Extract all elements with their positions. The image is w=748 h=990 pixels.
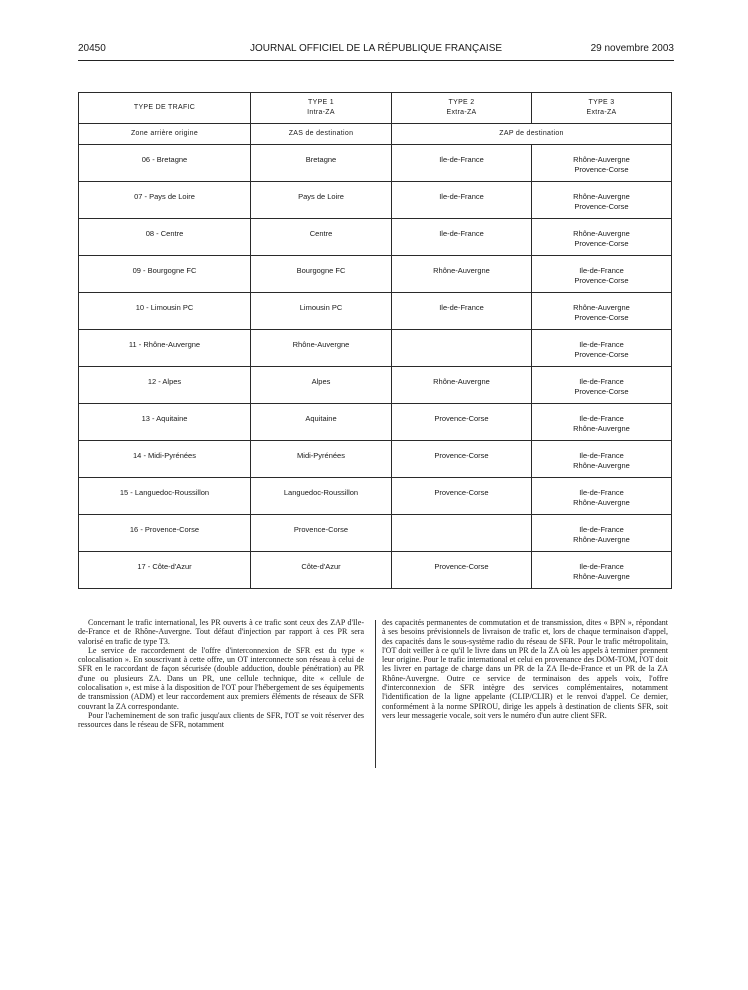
type-3-destination-line: Ile-de-France [579, 377, 624, 386]
type-3-destination-line: Ile-de-France [579, 562, 624, 571]
type-2-destination-cell: Ile-de-France [392, 219, 532, 256]
table-row [79, 145, 672, 182]
type-1-destination-cell: Aquitaine [251, 404, 392, 441]
body-text-right-column [382, 618, 668, 720]
type-3-destination-cell [532, 552, 672, 589]
table-row [79, 182, 672, 219]
subheader-zas-destination: ZAS de destination [251, 124, 392, 145]
type-2-destination-cell: Provence-Corse [392, 441, 532, 478]
header-type-2-title: TYPE 2 [448, 99, 475, 106]
type-3-destination-line: Provence-Corse [574, 276, 629, 285]
header-type-3-title: TYPE 3 [588, 99, 615, 106]
origin-zone-cell: 08 - Centre [79, 219, 251, 256]
table-subheader-row [79, 124, 672, 145]
paragraph: Concernant le trafic international, les PR ouverts à ce trafic sont ceux des ZAP d'Ile-de-France et de Rhône-Auvergne. Tout défaut d'injection par rapport à ces PR sera valorisé en trafic de type T3. [78, 618, 364, 646]
table-row [79, 256, 672, 293]
type-3-destination-cell [532, 367, 672, 404]
origin-zone-cell: 15 - Languedoc-Roussillon [79, 478, 251, 515]
header-type-1-title: TYPE 1 [308, 99, 334, 106]
type-3-destination-line: Ile-de-France [579, 525, 624, 534]
type-3-destination-line: Ile-de-France [579, 340, 624, 349]
table-header-row [79, 93, 672, 124]
origin-zone-cell: 09 - Bourgogne FC [79, 256, 251, 293]
paragraph: Le service de raccordement de l'offre d'interconnexion de SFR est du type « colocalisation ». En souscrivant à cette offre, un OT interconnecte son réseau à celui de SFR en le raccordant de façon sécurisée (double adduction, double pénétration) au PR d'une ou plusieurs ZA. Dans un PR, une cellule technique, dite « cellule de colocalisation », est mise à la disposition de l'OT pour l'hébergement de ses équipements de transmission (ADM) et leur raccordement aux premiers éléments de réseaux de SFR couvrant la ZA correspondante. [78, 645, 364, 711]
type-1-destination-cell: Bretagne [251, 145, 392, 182]
type-2-destination-cell [392, 330, 532, 367]
type-3-destination-line: Ile-de-France [579, 488, 624, 497]
paragraph: Pour l'acheminement de son trafic jusqu'aux clients de SFR, l'OT se voit réserver des ressources dans le réseau de SFR, notamment [78, 710, 364, 730]
publication-date: 29 novembre 2003 [590, 43, 674, 54]
type-3-destination-line: Provence-Corse [574, 313, 629, 322]
subheader-zap-destination: ZAP de destination [392, 124, 672, 145]
header-traffic-type: TYPE DE TRAFIC [79, 93, 251, 124]
type-3-destination-line: Rhône-Auvergne [573, 535, 630, 544]
type-1-destination-cell: Rhône-Auvergne [251, 330, 392, 367]
type-3-destination-line: Rhône-Auvergne [573, 498, 630, 507]
header-type-2-sub: Extra-ZA [446, 109, 477, 116]
origin-zone-cell: 10 - Limousin PC [79, 293, 251, 330]
subheader-origin-zone: Zone arrière origine [79, 124, 251, 145]
type-3-destination-line: Rhône-Auvergne [573, 461, 630, 470]
type-1-destination-cell: Limousin PC [251, 293, 392, 330]
type-1-destination-cell: Alpes [251, 367, 392, 404]
type-1-destination-cell: Provence-Corse [251, 515, 392, 552]
type-3-destination-line: Provence-Corse [574, 387, 629, 396]
type-3-destination-cell [532, 441, 672, 478]
type-2-destination-cell: Ile-de-France [392, 293, 532, 330]
type-3-destination-line: Rhône-Auvergne [573, 303, 630, 312]
type-2-destination-cell: Ile-de-France [392, 145, 532, 182]
type-3-destination-cell [532, 145, 672, 182]
table-row [79, 478, 672, 515]
page-header [78, 40, 674, 60]
header-type-3 [532, 93, 672, 124]
type-3-destination-cell [532, 515, 672, 552]
type-3-destination-line: Provence-Corse [574, 165, 629, 174]
type-3-destination-line: Ile-de-France [579, 266, 624, 275]
table-row [79, 552, 672, 589]
type-1-destination-cell: Côte-d'Azur [251, 552, 392, 589]
type-3-destination-line: Rhône-Auvergne [573, 424, 630, 433]
origin-zone-cell: 17 - Côte-d'Azur [79, 552, 251, 589]
type-2-destination-cell: Rhône-Auvergne [392, 256, 532, 293]
type-3-destination-line: Provence-Corse [574, 202, 629, 211]
type-1-destination-cell: Midi-Pyrénées [251, 441, 392, 478]
type-3-destination-line: Ile-de-France [579, 414, 624, 423]
table-row [79, 515, 672, 552]
type-3-destination-cell [532, 219, 672, 256]
header-type-1 [251, 93, 392, 124]
origin-zone-cell: 16 - Provence-Corse [79, 515, 251, 552]
type-3-destination-line: Rhône-Auvergne [573, 229, 630, 238]
type-1-destination-cell: Languedoc-Roussillon [251, 478, 392, 515]
table-row [79, 330, 672, 367]
header-type-1-sub: Intra-ZA [307, 109, 335, 116]
type-3-destination-line: Provence-Corse [574, 239, 629, 248]
header-divider [78, 60, 674, 61]
type-3-destination-line: Rhône-Auvergne [573, 155, 630, 164]
type-1-destination-cell: Pays de Loire [251, 182, 392, 219]
type-3-destination-line: Provence-Corse [574, 350, 629, 359]
traffic-zone-table [78, 92, 672, 589]
origin-zone-cell: 13 - Aquitaine [79, 404, 251, 441]
journal-title: JOURNAL OFFICIEL DE LA RÉPUBLIQUE FRANÇAISE [249, 43, 503, 54]
table-row [79, 441, 672, 478]
header-type-3-sub: Extra-ZA [586, 109, 617, 116]
type-3-destination-cell [532, 330, 672, 367]
type-3-destination-cell [532, 182, 672, 219]
type-3-destination-line: Ile-de-France [579, 451, 624, 460]
type-1-destination-cell: Centre [251, 219, 392, 256]
origin-zone-cell: 11 - Rhône-Auvergne [79, 330, 251, 367]
table-row [79, 404, 672, 441]
type-3-destination-line: Rhône-Auvergne [573, 192, 630, 201]
type-2-destination-cell: Provence-Corse [392, 478, 532, 515]
type-2-destination-cell: Provence-Corse [392, 552, 532, 589]
type-3-destination-cell [532, 293, 672, 330]
body-text-left-column [78, 618, 364, 730]
paragraph: des capacités permanentes de commutation et de transmission, dites « BPN », répondant à ses besoins prévisionnels de livraison de trafic et, lors de chaque terminaison d'appel, des capacités dans le sous-système radio du réseau de SFR. Pour le trafic métropolitain, l'OT doit veiller à ce qu'il le livre dans un PR de la ZA où les appels à terminer prennent leur origine. Pour le trafic international et celui en provenance des DOM-TOM, l'OT doit les livrer en partage de charge dans un PR de la ZA Ile-de-France et un PR de la ZA Rhône-Auvergne. Outre ce service de terminaison des appels voix, l'offre d'interconnexion de SFR intègre des services complémentaires, notamment l'identification de la ligne appelante (CLIP/CLIR) et le renvoi d'appel. Ce dernier, conformément à la norme SPIROU, dirige les appels à destination de clients SFR, soit vers leur messagerie vocale, soit vers le numéro d'un autre client SFR. [382, 618, 668, 720]
type-3-destination-cell [532, 256, 672, 293]
table-row [79, 367, 672, 404]
type-3-destination-cell [532, 478, 672, 515]
type-2-destination-cell: Provence-Corse [392, 404, 532, 441]
table-row [79, 293, 672, 330]
header-type-2 [392, 93, 532, 124]
origin-zone-cell: 14 - Midi-Pyrénées [79, 441, 251, 478]
column-divider [375, 620, 376, 768]
table-row [79, 219, 672, 256]
type-2-destination-cell: Ile-de-France [392, 182, 532, 219]
origin-zone-cell: 07 - Pays de Loire [79, 182, 251, 219]
type-2-destination-cell [392, 515, 532, 552]
type-3-destination-line: Rhône-Auvergne [573, 572, 630, 581]
page-number: 20450 [78, 43, 106, 54]
type-1-destination-cell: Bourgogne FC [251, 256, 392, 293]
table-body [79, 145, 672, 589]
origin-zone-cell: 12 - Alpes [79, 367, 251, 404]
origin-zone-cell: 06 - Bretagne [79, 145, 251, 182]
type-2-destination-cell: Rhône-Auvergne [392, 367, 532, 404]
type-3-destination-cell [532, 404, 672, 441]
